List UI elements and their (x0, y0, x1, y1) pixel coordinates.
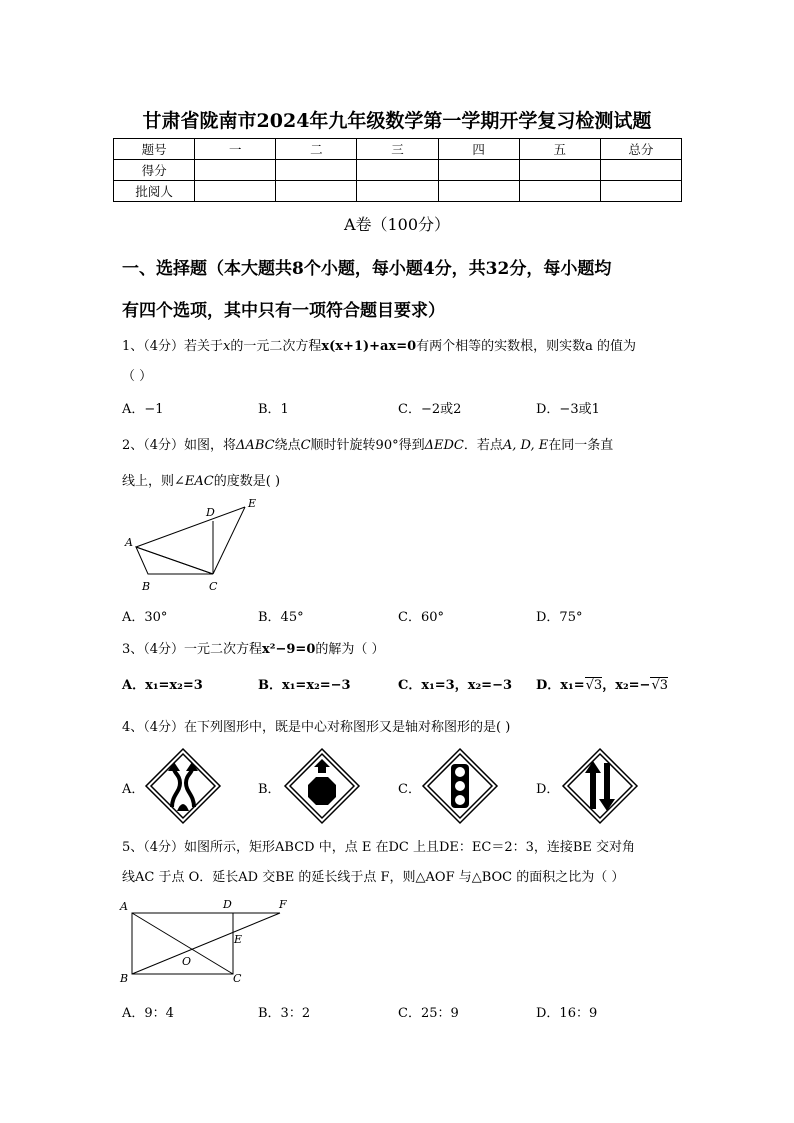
q5-option-d: D．16：9 (536, 1006, 598, 1021)
q2-option-a: A．30° (122, 610, 168, 625)
table-cell (519, 160, 600, 181)
q5-option-a: A．9：4 (122, 1006, 174, 1021)
line-bf (132, 913, 280, 974)
table-row (114, 181, 682, 202)
q4-option-c-letter: C． (398, 782, 421, 797)
page-title: 甘肃省陇南市2024年九年级数学第一学期开学复习检测试题 (142, 110, 652, 132)
table-cell: 五 (519, 139, 600, 160)
table-cell: 总分 (600, 139, 681, 160)
table-cell (438, 181, 519, 202)
table-cell (357, 181, 438, 202)
q4-option-b-letter: B． (258, 782, 281, 797)
question-2-stem-line2: 线上，则∠EAC的度数是( ) (122, 474, 281, 489)
q3-option-c: C．x₁=3，x₂=−3 (398, 678, 513, 693)
table-cell: 批阅人 (114, 181, 195, 202)
q1-option-b: B．1 (258, 402, 289, 417)
table-cell: 二 (276, 139, 357, 160)
traffic-light-sign-icon (421, 747, 499, 825)
q3-option-b: B．x₁=x₂=−3 (258, 678, 351, 693)
table-cell: 三 (357, 139, 438, 160)
q4-option-a-letter: A． (122, 782, 145, 797)
q3-option-d: D．x₁=√3，x₂=−√3 (536, 678, 669, 693)
label-b: B (142, 580, 151, 593)
question-4-stem: 4、（4分）在下列图形中，既是中心对称图形又是轴对称图形的是( ) (122, 720, 511, 735)
label-a: A (125, 536, 133, 549)
q1-option-d: D．−3或1 (536, 402, 600, 417)
q5-figure (116, 894, 296, 986)
question-1-stem: 1、（4分）若关于x的一元二次方程x(x+1)+ax=0有两个相等的实数根，则实数a 的值为 (122, 339, 637, 354)
score-table (113, 138, 682, 202)
label-d: D (223, 898, 232, 911)
section-title-line2: 有四个选项，其中只有一项符合题目要求） (122, 301, 445, 321)
merging-lanes-sign-icon (144, 747, 222, 825)
table-cell (600, 181, 681, 202)
q2-option-c: C．60° (398, 610, 444, 625)
label-e: E (248, 497, 257, 510)
line-ac (136, 547, 213, 574)
label-d: D (206, 506, 215, 519)
table-cell: 题号 (114, 139, 195, 160)
stop-ahead-sign-icon (283, 747, 361, 825)
table-cell (195, 181, 276, 202)
label-a: A (120, 900, 128, 913)
q4-option-d-letter: D． (536, 782, 560, 797)
label-e: E (234, 933, 243, 946)
label-f: F (279, 898, 287, 911)
question-1-blank: （ ） (122, 369, 153, 384)
sqrt-symbol: √3 (651, 678, 669, 693)
q5-option-b: B．3：2 (258, 1006, 311, 1021)
table-cell (276, 181, 357, 202)
q1-option-a: A．−1 (122, 402, 164, 417)
question-5-stem-line1: 5、（4分）如图所示，矩形ABCD 中，点 E 在DC 上且DE：EC＝2：3，连接BE 交对角 (122, 840, 636, 855)
table-cell: 得分 (114, 160, 195, 181)
label-c: C (209, 580, 218, 593)
table-cell (276, 160, 357, 181)
section-title-line1: 一、选择题（本大题共8个小题，每小题4分，共32分，每小题均 (122, 259, 612, 279)
table-cell: 一 (195, 139, 276, 160)
table-cell: 四 (438, 139, 519, 160)
table-cell (519, 181, 600, 202)
q2-option-d: D．75° (536, 610, 583, 625)
label-c: C (233, 972, 242, 985)
label-o: O (182, 955, 192, 968)
q2-figure (120, 494, 270, 596)
q3-option-a: A．x₁=x₂=3 (122, 678, 203, 693)
section-heading-a: A卷（100分） (343, 215, 451, 234)
question-3-stem: 3、（4分）一元二次方程x²−9=0的解为（ ） (122, 642, 385, 657)
q5-option-c: C．25：9 (398, 1006, 459, 1021)
table-cell (600, 160, 681, 181)
label-b: B (120, 972, 129, 985)
table-row (114, 160, 682, 181)
table-row (114, 139, 682, 160)
table-cell (357, 160, 438, 181)
q2-option-b: B．45° (258, 610, 304, 625)
sqrt-symbol: √3 (585, 678, 603, 693)
two-way-traffic-sign-icon (561, 747, 639, 825)
question-5-stem-line2: 线AC 于点 O．延长AD 交BE 的延长线于点 F，则△AOF 与△BOC 的面积之比为（ ） (122, 870, 625, 885)
q1-option-c: C．−2或2 (398, 402, 462, 417)
table-cell (438, 160, 519, 181)
table-cell (195, 160, 276, 181)
question-2-stem: 2、（4分）如图，将ΔABC绕点C顺时针旋转90°得到ΔEDC．若点A, D, E在同一条直 (122, 438, 614, 453)
